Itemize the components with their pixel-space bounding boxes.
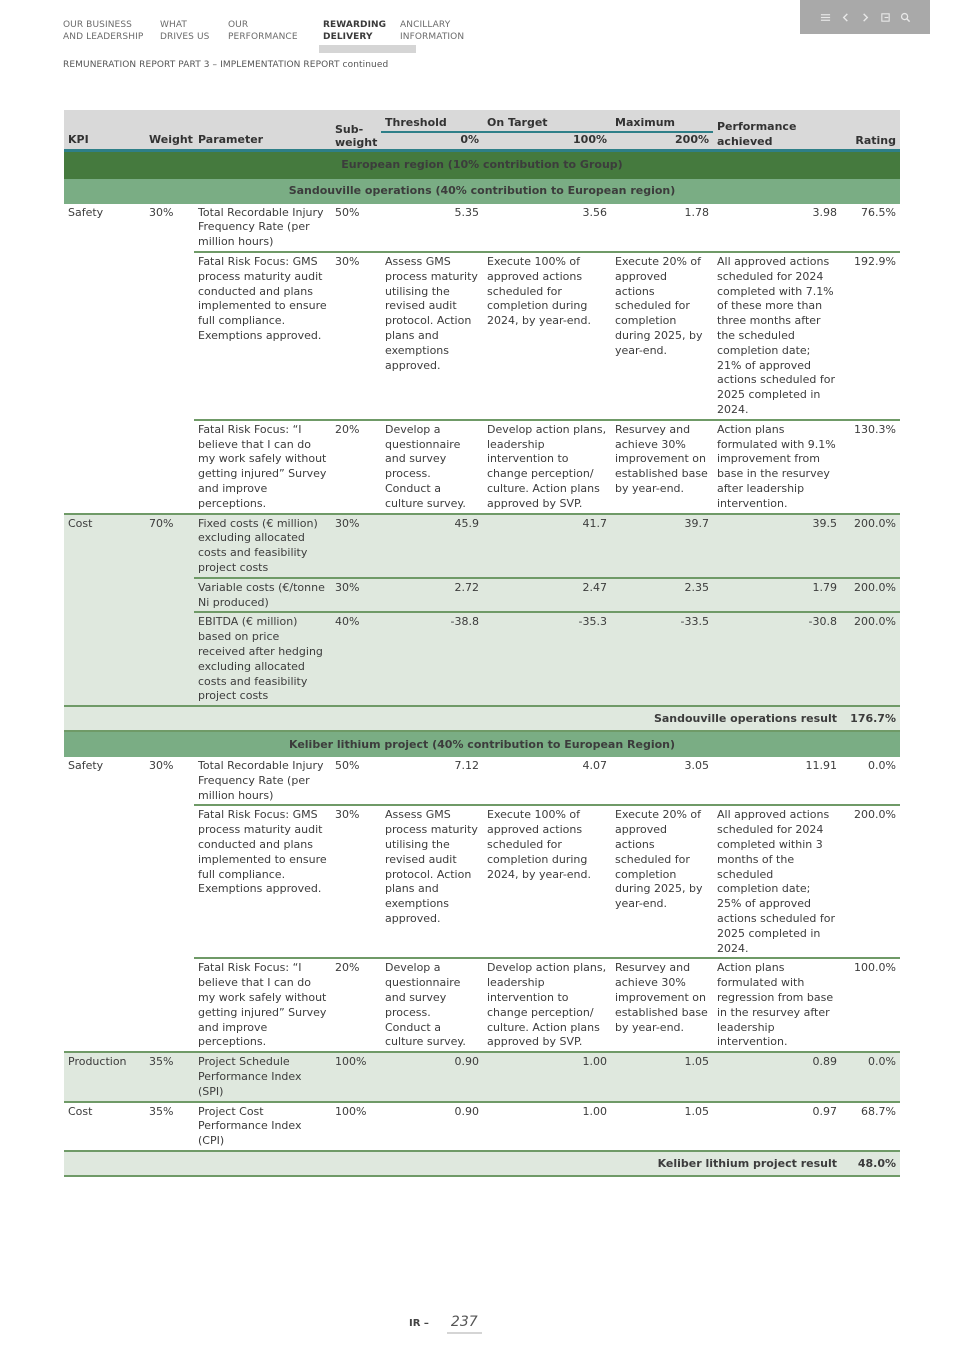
col-subweight: Sub- weight (331, 110, 381, 150)
search-icon (900, 12, 911, 23)
table-row: Production 35% Project Schedule Performance Index (SPI) 100% 0.90 1.00 1.05 0.89 0.0% (64, 1052, 900, 1101)
page-footer (409, 1314, 482, 1330)
table-row: Fatal Risk Focus: GMS process maturity audit conducted and plans implemented to ensure full compliance. Exemptions approved. 30% Assess GMS process maturity utilising the revised audit protocol. Action plans and exemptions approved. Execute 100% of approved actions scheduled for completion during 2024, by year-end. Execute 20% of approved actions scheduled for completion during 2025, by year-end. All approved actions scheduled for 2024 completed with 7.1% of these more than three months after the scheduled completion date; 21% of approved actions scheduled for 2025 completed in 2024. 192.9% (64, 252, 900, 420)
keliber-result-row: Keliber lithium project result 48.0% (64, 1151, 900, 1176)
nav-label: REWARDING (323, 20, 387, 30)
page-toolbar (800, 0, 930, 34)
table-row: Cost 70% Fixed costs (€ million) excluding allocated costs and feasibility project costs 30% 45.9 41.7 39.7 39.5 200.0% (64, 514, 900, 578)
threshold-pct: 0% (381, 132, 483, 150)
nav-label: WHAT (160, 20, 188, 30)
col-rating: Rating (841, 110, 900, 150)
nav-ancillary-information[interactable] (400, 19, 490, 43)
nav-label: OUR BUSINESS (63, 20, 132, 30)
table-row: Fatal Risk Focus: “I believe that I can do my work safely without getting injured” Survey and improve perceptions. 20% Develop a questionnaire and survey process. Conduct a culture survey. Develop action plans, leadership intervention to change perception/ culture. Action plans approved by SVP. Resurvey and achieve 30% improvement on established base by year-end. Action plans formulated with 9.1% improvement from base in the resurvey after leadership intervention. 130.3% (64, 420, 900, 514)
on-target-pct: 100% (483, 132, 611, 150)
col-parameter: Parameter (194, 132, 331, 150)
col-kpi: KPI (64, 132, 145, 150)
col-on-target: On Target (483, 110, 611, 132)
table-row: Cost 35% Project Cost Performance Index (CPI) 100% 0.90 1.00 1.05 0.97 68.7% (64, 1102, 900, 1151)
table-row: Variable costs (€/tonne Ni produced) 30% 2.72 2.47 2.35 1.79 200.0% (64, 578, 900, 613)
sandouville-band: Sandouville operations (40% contribution to European region) (64, 179, 900, 204)
nav-label: DRIVES US (160, 32, 210, 42)
page-number: 237 (447, 1314, 482, 1330)
next-page-button[interactable] (858, 10, 872, 24)
sandouville-result-row: Sandouville operations result 176.7% (64, 706, 900, 731)
col-threshold: Threshold (381, 110, 483, 132)
table-row: Safety 30% Total Recordable Injury Frequency Rate (per million hours) 50% 5.35 3.56 1.78 3.98 76.5% (68, 205, 896, 249)
kpi-table (64, 110, 900, 1177)
table-row: Fatal Risk Focus: GMS process maturity audit conducted and plans implemented to ensure full compliance. Exemptions approved. 30% Assess GMS process maturity utilising the revised audit protocol. Action plans and exemptions approved. Execute 100% of approved actions scheduled for completion during 2024, by year-end. Execute 20% of approved actions scheduled for completion during 2025, by year-end. All approved actions scheduled for 2024 completed within 3 months of the scheduled completion date; 25% of approved actions scheduled for 2025 completed in 2024. 200.0% (64, 805, 900, 958)
nav-label: PERFORMANCE (228, 32, 298, 42)
section-nav (63, 19, 490, 43)
nav-label: INFORMATION (400, 32, 465, 42)
report-subtitle: REMUNERATION REPORT PART 3 – IMPLEMENTATION REPORT continued (63, 60, 389, 70)
section-code: IR – (409, 1318, 429, 1329)
nav-label: ANCILLARY (400, 20, 451, 30)
back-button[interactable] (878, 10, 892, 24)
col-performance-achieved: Performance achieved (713, 110, 841, 150)
nav-label: AND LEADERSHIP (63, 32, 144, 42)
nav-our-business[interactable] (63, 19, 160, 43)
chevron-right-icon (860, 12, 871, 23)
col-weight: Weight (145, 132, 194, 150)
chevron-left-icon (840, 12, 851, 23)
col-maximum: Maximum (611, 110, 713, 132)
keliber-result-value: 48.0% (841, 1151, 900, 1176)
previous-page-button[interactable] (838, 10, 852, 24)
header-row-levels (64, 110, 900, 132)
sandouville-result-value: 176.7% (841, 706, 900, 731)
nav-label: DELIVERY (323, 32, 373, 42)
nav-rewarding-delivery[interactable] (323, 19, 400, 43)
maximum-pct: 200% (611, 132, 713, 150)
table-row: Safety 30% Total Recordable Injury Frequency Rate (per million hours) 50% 7.12 4.07 3.05 11.91 0.0% (68, 759, 896, 802)
keliber-band: Keliber lithium project (40% contribution to European Region) (64, 731, 900, 757)
table-row: Fatal Risk Focus: “I believe that I can do my work safely without getting injured” Survey and improve perceptions. 20% Develop a questionnaire and survey process. Conduct a culture survey. Develop action plans, leadership intervention to change perception/ culture. Action plans approved by SVP. Resurvey and achieve 30% improvement on established base by year-end. Action plans formulated with regression from base in the resurvey after leadership intervention. 100.0% (64, 958, 900, 1052)
region-band: European region (10% contribution to Group) (64, 150, 900, 179)
back-icon (880, 12, 891, 23)
search-button[interactable] (898, 10, 912, 24)
nav-our-performance[interactable] (228, 19, 323, 43)
nav-label: OUR (228, 20, 249, 30)
menu-button[interactable] (818, 10, 832, 24)
nav-what-drives-us[interactable] (160, 19, 228, 43)
table-row: EBITDA (€ million) based on price received after hedging excluding allocated costs and feasibility project costs 40% -38.8 -35.3 -33.5 -30.8 200.0% (64, 612, 900, 706)
menu-icon (820, 12, 831, 23)
